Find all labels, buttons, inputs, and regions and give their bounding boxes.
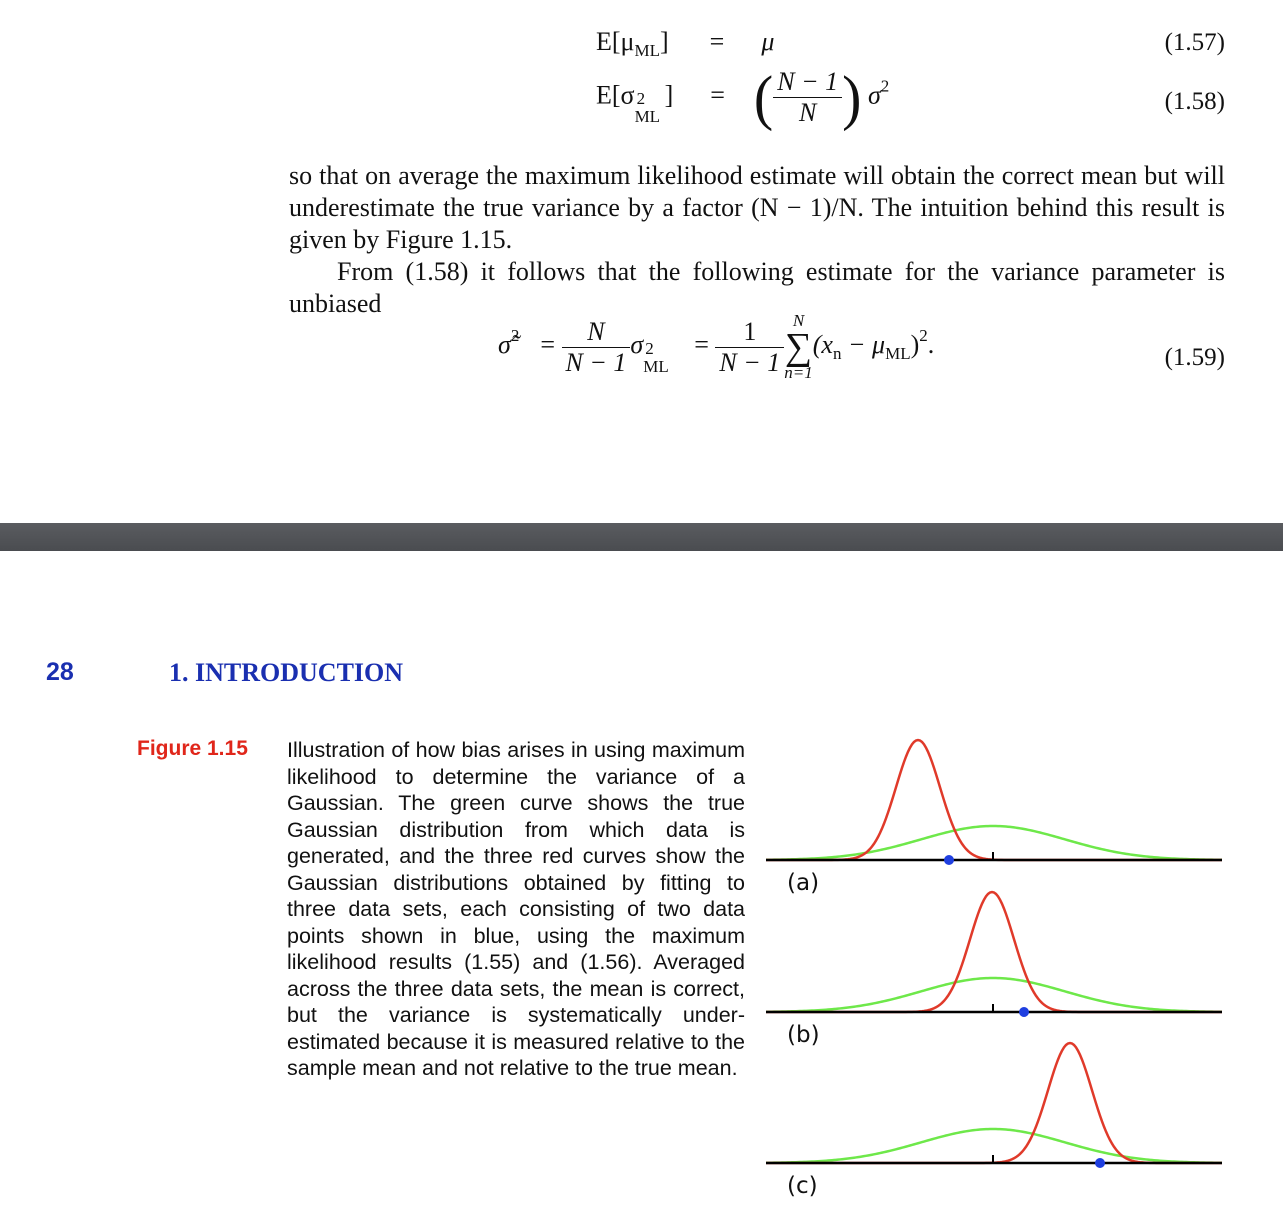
eq159-rel2: = <box>694 329 709 359</box>
equation-1-57 <box>596 27 774 61</box>
equation-number-1-59: (1.59) <box>1164 344 1225 371</box>
figure-caption: Illustration of how bias arises in using maximum likelihood to determine the variance of a Gaussian. The green curve shows the true Gaussian distribution from which data is generated, and the three red curves show the Gaussian distributions obtained by fitting to three data sets, each consisting of two data points shown in blue, using the maximum likelihood results (1.55) and (1.56). Averaged across the three data sets, the mean is correct, but the variance is systematically under-estimated because it is measured relative to the sample mean and not relative to the true mean. <box>287 738 745 1080</box>
eq159-tail: (x <box>812 329 833 359</box>
eq159-tail-end: . <box>927 329 935 359</box>
eq159-sum-top: N <box>792 311 805 330</box>
eq158-lhs: E[σ <box>596 80 635 110</box>
panel-c-label: (c) <box>787 1173 818 1199</box>
eq159-tail-sup: 2 <box>919 325 928 345</box>
panel-c <box>766 1043 1222 1199</box>
equation-number-1-57: (1.57) <box>1164 29 1225 56</box>
eq157-lhs-sub: ML <box>634 41 660 60</box>
chapter-title: 1. INTRODUCTION <box>169 658 404 687</box>
eq157-rhs: μ <box>761 27 775 56</box>
equation-1-58 <box>596 64 889 131</box>
panel-c-data-point <box>1095 1158 1105 1168</box>
panel-c-fitted-curve <box>766 1043 1222 1163</box>
eq159-mid-sigma: σ <box>630 329 644 359</box>
eq158-lhs-sub: ML <box>634 107 661 127</box>
eq157-rel: = <box>709 27 725 56</box>
eq159-frac2-den: N − 1 <box>719 347 781 377</box>
eq159-fraction-1 <box>562 317 631 378</box>
eq159-fraction-2 <box>715 317 784 378</box>
equation-1-59 <box>498 312 934 382</box>
panel-a <box>766 740 1222 896</box>
page-top <box>0 0 1283 523</box>
panel-b-label: (b) <box>787 1022 820 1048</box>
panel-a-fitted-curve <box>766 740 1222 860</box>
eq158-rel: = <box>710 80 725 110</box>
eq159-tail-sub: n <box>832 343 842 363</box>
panel-a-data-point <box>944 855 954 865</box>
page-number: 28 <box>46 658 74 686</box>
eq158-frac-num: N − 1 <box>773 67 842 98</box>
eq159-mid-sup: 2 <box>645 338 654 358</box>
eq158-frac-den: N <box>799 98 817 127</box>
equation-number-1-58: (1.58) <box>1164 88 1225 115</box>
eq158-right-paren: ) <box>842 63 862 132</box>
eq159-sum-bottom: n=1 <box>784 363 813 382</box>
eq159-frac1-den: N − 1 <box>565 347 627 377</box>
eq158-rhs-sup: 2 <box>880 76 890 96</box>
eq157-lhs-close: ] <box>659 27 669 56</box>
eq159-sum-symbol: ∑ <box>784 326 813 368</box>
eq158-lhs-sup: 2 <box>636 89 646 109</box>
eq159-tail-close: ) <box>910 329 920 359</box>
eq159-mid-sub: ML <box>643 356 669 376</box>
eq159-tail-mid: − μ <box>841 329 886 359</box>
figure-label: Figure 1.15 <box>137 737 248 760</box>
panel-b-fitted-curve <box>766 892 1222 1012</box>
eq158-lhs-close: ] <box>664 80 674 110</box>
panel-a-label: (a) <box>787 870 820 896</box>
eq157-lhs: E[μ <box>596 27 635 56</box>
eq159-lhs: σ̃ <box>498 329 511 359</box>
eq159-summation <box>784 312 812 382</box>
page-separator <box>0 523 1283 551</box>
eq158-fraction <box>773 67 842 128</box>
eq159-frac1-num: N <box>562 317 631 348</box>
panel-b <box>766 892 1222 1048</box>
paragraph-2: From (1.58) it follows that the following estimate for the variance parameter is unbiased <box>289 257 1225 318</box>
eq158-rhs-sigma: σ <box>867 80 881 110</box>
figure-1-15-illustration <box>760 730 1230 1205</box>
eq159-frac2-num: 1 <box>715 317 784 348</box>
eq159-tail-sub2: ML <box>885 343 911 363</box>
paragraph-1: so that on average the maximum likelihood estimate will obtain the correct mean but will underestimate the true variance by a factor (N − 1)/N. The intuition behind this result is given by Figure 1.15. <box>289 161 1225 254</box>
eq158-left-paren: ( <box>753 63 774 132</box>
panel-b-data-point <box>1019 1007 1029 1017</box>
eq159-rel1: = <box>540 329 555 359</box>
eq159-lhs-sup: 2 <box>510 325 520 345</box>
